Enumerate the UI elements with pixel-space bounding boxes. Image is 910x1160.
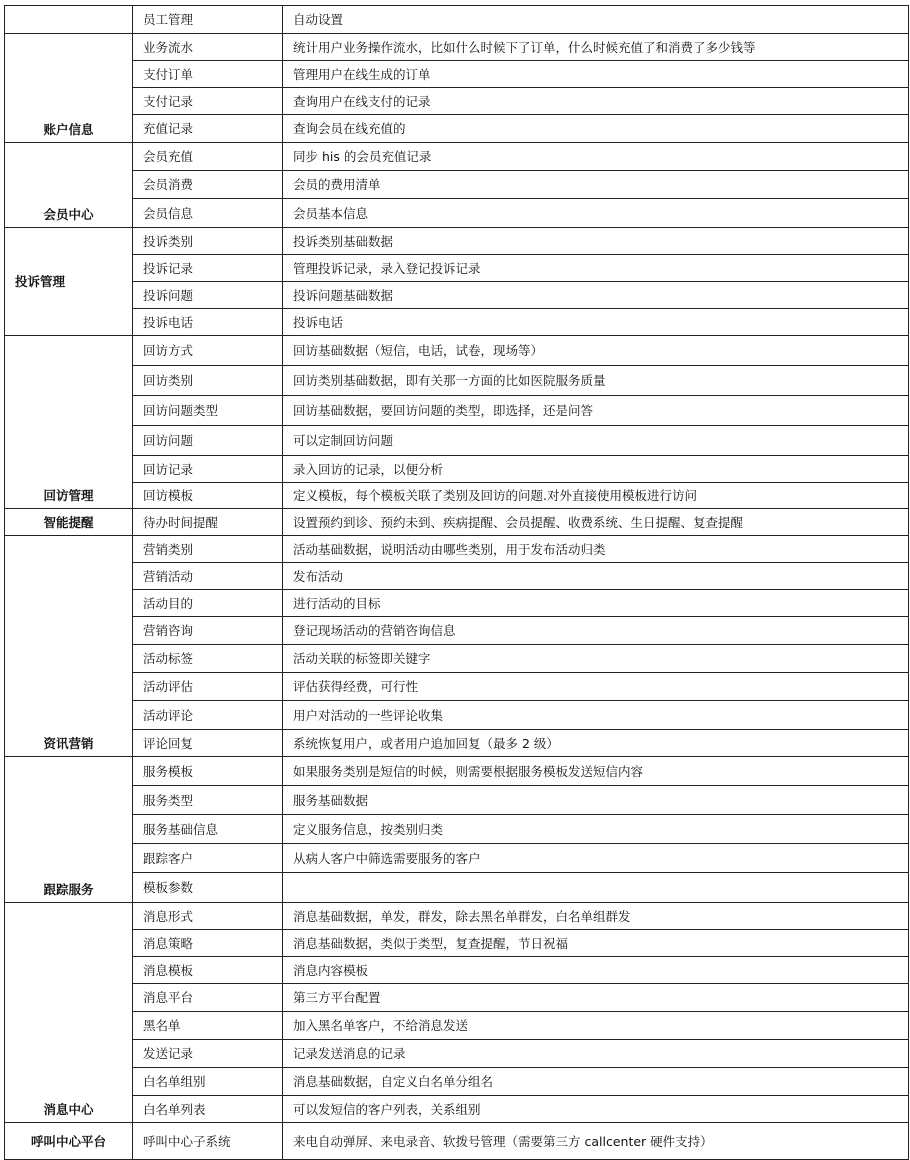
item-name-cell: 服务类型 [133, 786, 283, 815]
item-desc-cell: 投诉类别基础数据 [283, 228, 909, 255]
item-name-cell: 充值记录 [133, 115, 283, 143]
category-cell: 跟踪服务 [5, 757, 133, 903]
item-desc-cell: 记录发送消息的记录 [283, 1040, 909, 1068]
table-row [5, 815, 909, 844]
item-desc-cell [283, 873, 909, 903]
table-row [5, 1040, 909, 1068]
table-row [5, 34, 909, 61]
category-cell [5, 6, 133, 34]
table-row [5, 426, 909, 456]
item-name-cell: 呼叫中心子系统 [133, 1123, 283, 1160]
item-desc-cell: 进行活动的目标 [283, 590, 909, 617]
table-row [5, 1096, 909, 1123]
item-name-cell: 投诉电话 [133, 309, 283, 336]
item-desc-cell: 消息内容模板 [283, 957, 909, 984]
table-row [5, 645, 909, 673]
table-row [5, 844, 909, 873]
table-row [5, 282, 909, 309]
table-row [5, 930, 909, 957]
item-desc-cell: 评估获得经费，可行性 [283, 673, 909, 701]
item-name-cell: 消息形式 [133, 903, 283, 930]
item-desc-cell: 登记现场活动的营销咨询信息 [283, 617, 909, 645]
item-desc-cell: 回访类别基础数据，即有关那一方面的比如医院服务质量 [283, 366, 909, 396]
table-row [5, 1068, 909, 1096]
table-row [5, 483, 909, 509]
item-desc-cell: 系统恢复用户，或者用户追加回复（最多 2 级） [283, 730, 909, 757]
item-name-cell: 白名单列表 [133, 1096, 283, 1123]
table-row [5, 563, 909, 590]
feature-table [4, 5, 909, 1160]
table-row [5, 199, 909, 228]
item-desc-cell: 会员的费用清单 [283, 171, 909, 199]
table-row [5, 957, 909, 984]
table-row [5, 1012, 909, 1040]
item-name-cell: 员工管理 [133, 6, 283, 34]
table-row [5, 786, 909, 815]
item-name-cell: 发送记录 [133, 1040, 283, 1068]
item-name-cell: 消息策略 [133, 930, 283, 957]
item-desc-cell: 来电自动弹屏、来电录音、软拨号管理（需要第三方 callcenter 硬件支持） [283, 1123, 909, 1160]
item-desc-cell: 消息基础数据，类似于类型，复查提醒，节日祝福 [283, 930, 909, 957]
category-cell: 呼叫中心平台 [5, 1123, 133, 1160]
item-name-cell: 回访问题类型 [133, 396, 283, 426]
category-cell: 消息中心 [5, 903, 133, 1123]
item-desc-cell: 可以发短信的客户列表，关系组别 [283, 1096, 909, 1123]
feature-table-body [5, 6, 909, 1160]
item-desc-cell: 自动设置 [283, 6, 909, 34]
item-name-cell: 回访类别 [133, 366, 283, 396]
item-name-cell: 模板参数 [133, 873, 283, 903]
item-name-cell: 回访问题 [133, 426, 283, 456]
category-cell: 智能提醒 [5, 509, 133, 536]
table-row [5, 143, 909, 171]
item-name-cell: 会员充值 [133, 143, 283, 171]
table-row [5, 873, 909, 903]
item-desc-cell: 定义服务信息，按类别归类 [283, 815, 909, 844]
item-desc-cell: 查询用户在线支付的记录 [283, 88, 909, 115]
item-name-cell: 评论回复 [133, 730, 283, 757]
item-desc-cell: 第三方平台配置 [283, 984, 909, 1012]
item-name-cell: 跟踪客户 [133, 844, 283, 873]
item-name-cell: 回访方式 [133, 336, 283, 366]
item-name-cell: 回访模板 [133, 483, 283, 509]
item-desc-cell: 消息基础数据，自定义白名单分组名 [283, 1068, 909, 1096]
table-row [5, 1123, 909, 1160]
item-desc-cell: 服务基础数据 [283, 786, 909, 815]
table-row [5, 255, 909, 282]
table-row [5, 730, 909, 757]
table-row [5, 115, 909, 143]
category-cell: 投诉管理 [5, 228, 133, 336]
item-desc-cell: 活动关联的标签即关键字 [283, 645, 909, 673]
item-desc-cell: 从病人客户中筛选需要服务的客户 [283, 844, 909, 873]
table-row [5, 903, 909, 930]
item-name-cell: 消息模板 [133, 957, 283, 984]
table-row [5, 396, 909, 426]
item-name-cell: 服务模板 [133, 757, 283, 786]
table-row [5, 88, 909, 115]
table-row [5, 757, 909, 786]
item-name-cell: 活动评估 [133, 673, 283, 701]
item-desc-cell: 活动基础数据，说明活动由哪些类别，用于发布活动归类 [283, 536, 909, 563]
item-name-cell: 白名单组别 [133, 1068, 283, 1096]
item-desc-cell: 设置预约到诊、预约未到、疾病提醒、会员提醒、收费系统、生日提醒、复查提醒 [283, 509, 909, 536]
category-cell: 会员中心 [5, 143, 133, 228]
item-name-cell: 营销咨询 [133, 617, 283, 645]
table-row [5, 456, 909, 483]
table-row [5, 509, 909, 536]
item-name-cell: 黑名单 [133, 1012, 283, 1040]
table-row [5, 171, 909, 199]
item-name-cell: 业务流水 [133, 34, 283, 61]
table-row [5, 6, 909, 34]
item-desc-cell: 回访基础数据（短信，电话，试卷，现场等） [283, 336, 909, 366]
table-row [5, 309, 909, 336]
table-row [5, 366, 909, 396]
item-desc-cell: 消息基础数据，单发，群发，除去黑名单群发，白名单组群发 [283, 903, 909, 930]
item-name-cell: 服务基础信息 [133, 815, 283, 844]
item-desc-cell: 如果服务类别是短信的时候，则需要根据服务模板发送短信内容 [283, 757, 909, 786]
item-desc-cell: 加入黑名单客户，不给消息发送 [283, 1012, 909, 1040]
item-desc-cell: 统计用户业务操作流水，比如什么时候下了订单，什么时候充值了和消费了多少钱等 [283, 34, 909, 61]
item-name-cell: 待办时间提醒 [133, 509, 283, 536]
table-row [5, 617, 909, 645]
table-row [5, 673, 909, 701]
item-name-cell: 投诉类别 [133, 228, 283, 255]
item-name-cell: 活动目的 [133, 590, 283, 617]
table-row [5, 61, 909, 88]
table-row [5, 984, 909, 1012]
item-desc-cell: 定义模板，每个模板关联了类别及回访的问题.对外直接使用模板进行访问 [283, 483, 909, 509]
table-row [5, 536, 909, 563]
item-desc-cell: 发布活动 [283, 563, 909, 590]
item-desc-cell: 管理用户在线生成的订单 [283, 61, 909, 88]
item-desc-cell: 可以定制回访问题 [283, 426, 909, 456]
item-name-cell: 活动评论 [133, 701, 283, 730]
item-desc-cell: 回访基础数据，要回访问题的类型，即选择，还是问答 [283, 396, 909, 426]
table-row [5, 336, 909, 366]
item-name-cell: 投诉记录 [133, 255, 283, 282]
item-desc-cell: 投诉电话 [283, 309, 909, 336]
item-name-cell: 消息平台 [133, 984, 283, 1012]
item-name-cell: 投诉问题 [133, 282, 283, 309]
item-desc-cell: 管理投诉记录，录入登记投诉记录 [283, 255, 909, 282]
item-desc-cell: 录入回访的记录，以便分析 [283, 456, 909, 483]
item-name-cell: 活动标签 [133, 645, 283, 673]
category-cell: 回访管理 [5, 336, 133, 509]
item-name-cell: 会员消费 [133, 171, 283, 199]
category-cell: 账户信息 [5, 34, 133, 143]
table-row [5, 701, 909, 730]
item-name-cell: 营销活动 [133, 563, 283, 590]
item-desc-cell: 投诉问题基础数据 [283, 282, 909, 309]
table-row [5, 228, 909, 255]
table-row [5, 590, 909, 617]
item-name-cell: 回访记录 [133, 456, 283, 483]
item-desc-cell: 同步 his 的会员充值记录 [283, 143, 909, 171]
item-name-cell: 支付记录 [133, 88, 283, 115]
item-desc-cell: 会员基本信息 [283, 199, 909, 228]
item-desc-cell: 查询会员在线充值的 [283, 115, 909, 143]
item-name-cell: 会员信息 [133, 199, 283, 228]
item-desc-cell: 用户对活动的一些评论收集 [283, 701, 909, 730]
category-cell: 资讯营销 [5, 536, 133, 757]
item-name-cell: 支付订单 [133, 61, 283, 88]
item-name-cell: 营销类别 [133, 536, 283, 563]
